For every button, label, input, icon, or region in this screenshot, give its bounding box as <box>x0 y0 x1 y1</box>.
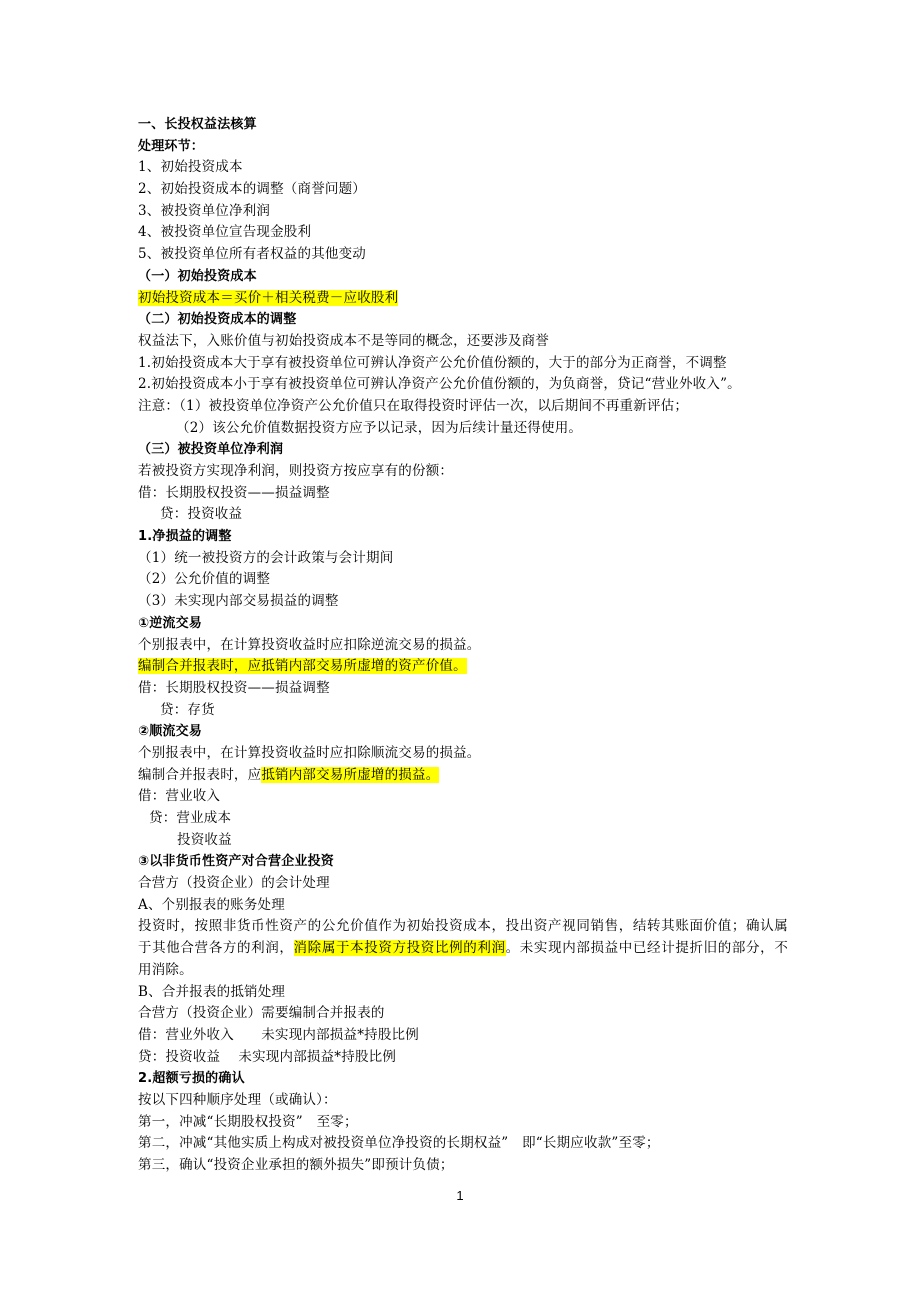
text-line <box>138 743 788 765</box>
text-line <box>138 765 788 787</box>
text-line <box>138 157 788 179</box>
highlighted-text: 编制合并报表时，应抵销内部交易所虚增的资产价值。 <box>138 658 467 675</box>
text-line <box>138 418 788 440</box>
text-segment: 若被投资方实现净利润，则投资方按应享有的份额： <box>138 463 454 479</box>
text-line <box>138 1155 788 1177</box>
text-segment: 于其他合营各方的利润， <box>138 940 294 957</box>
text-line <box>138 656 788 678</box>
text-segment: （3）未实现内部交易损益的调整 <box>138 593 339 610</box>
text-segment: 权益法下，入账价值与初始投资成本不是等同的概念，还要涉及商誉 <box>138 332 549 349</box>
text-segment: 1.初始投资成本大于享有被投资单位可辨认净资产公允价值份额的，大于的部分为正商誉，不调整 <box>138 354 727 371</box>
text-segment: （三）被投资单位净利润 <box>138 442 284 458</box>
text-line <box>138 374 788 396</box>
text-segment: 。未实现内部损益中已经计提折旧的部分，不 <box>505 940 789 957</box>
text-segment: 第三，确认“投资企业承担的额外损失”即预计负债； <box>138 1157 454 1173</box>
text-segment: （2）公允价值的调整 <box>138 571 271 588</box>
text-line <box>138 483 788 505</box>
text-line <box>138 1090 788 1112</box>
text-segment: 贷：投资收益 <box>160 506 243 523</box>
text-segment: 一、长投权益法核算 <box>138 117 257 132</box>
text-segment: （二）初始投资成本的调整 <box>138 312 297 328</box>
heading-line <box>138 851 788 873</box>
text-segment: ③以非货币性资产对合营企业投资 <box>138 854 335 870</box>
text-segment: 贷：投资收益 未实现内部损益*持股比例 <box>138 1048 397 1065</box>
heading-line <box>138 526 788 548</box>
text-line <box>138 938 788 960</box>
text-line <box>138 808 788 830</box>
heading-line <box>138 613 788 635</box>
text-line <box>138 548 788 570</box>
text-line <box>138 678 788 700</box>
text-segment: ①逆流交易 <box>138 615 203 631</box>
heading-line <box>138 266 788 288</box>
text-line <box>138 244 788 266</box>
text-segment: 注意：（1）被投资单位净资产公允价值只在取得投资时评估一次，以后期间不再重新评估； <box>138 397 689 414</box>
text-segment: A、个别报表的账务处理 <box>138 896 285 913</box>
text-line <box>138 222 788 244</box>
text-segment: 第二，冲减“其他实质上构成对被投资单位净投资的长期权益” 即“长期应收款”至零； <box>138 1135 660 1152</box>
text-segment: 个别报表中，在计算投资收益时应扣除顺流交易的损益。 <box>138 744 481 761</box>
heading-line <box>138 721 788 743</box>
text-segment: 用消除。 <box>138 961 193 978</box>
text-line <box>138 786 788 808</box>
page-number: 1 <box>456 1188 464 1203</box>
text-segment: （一）初始投资成本 <box>138 268 257 284</box>
text-line <box>138 288 788 310</box>
text-segment: 5、被投资单位所有者权益的其他变动 <box>138 246 366 263</box>
text-segment: 3、被投资单位净利润 <box>138 202 271 219</box>
text-line <box>138 873 788 895</box>
text-segment: 合营方（投资企业）的会计处理 <box>138 875 330 892</box>
text-line <box>138 591 788 613</box>
highlighted-text: 抵销内部交易所虚增的损益。 <box>261 766 440 783</box>
text-line <box>138 504 788 526</box>
text-line <box>138 1003 788 1025</box>
text-line <box>138 396 788 418</box>
text-segment: 借：营业收入 <box>138 788 221 805</box>
text-line <box>138 830 788 852</box>
text-line <box>138 916 788 938</box>
text-line <box>138 982 788 1004</box>
text-line <box>138 1047 788 1069</box>
text-segment: 投资时，按照非货币性资产的公允价值作为初始投资成本，投出资产视同销售，结转其账面价值；确认属 <box>138 918 788 935</box>
text-segment: 1.净损益的调整 <box>138 529 232 545</box>
heading-line <box>138 114 788 136</box>
document-body <box>138 114 788 1177</box>
text-segment: B、合并报表的抵销处理 <box>138 983 286 1000</box>
heading-line <box>138 439 788 461</box>
text-segment: （2）该公允价值数据投资方应予以记录，因为后续计量还得使用。 <box>176 419 583 436</box>
highlighted-text: 消除属于本投资方投资比例的利润 <box>293 940 506 957</box>
text-line <box>138 179 788 201</box>
text-segment: 个别报表中，在计算投资收益时应扣除逆流交易的损益。 <box>138 636 481 653</box>
text-segment: ②顺流交易 <box>138 724 203 740</box>
text-segment: 1、初始投资成本 <box>138 159 243 176</box>
text-segment: （1）统一被投资方的会计政策与会计期间 <box>138 549 394 566</box>
highlighted-text: 初始投资成本＝买价＋相关税费－应收股利 <box>138 289 399 306</box>
text-segment: 编制合并报表时，应 <box>138 766 262 783</box>
text-line <box>138 569 788 591</box>
text-segment: 合营方（投资企业）需要编制合并报表的 <box>138 1005 385 1022</box>
text-line <box>138 635 788 657</box>
text-segment: 第一，冲减“长期股权投资” 至零； <box>138 1113 358 1130</box>
text-segment: 处理环节： <box>138 138 205 154</box>
text-segment: 2.初始投资成本小于享有被投资单位可辨认净资产公允价值份额的，为负商誉，贷记“营业外收入”。 <box>138 376 741 393</box>
text-line <box>138 331 788 353</box>
text-line <box>138 1112 788 1134</box>
text-segment: 2.超额亏损的确认 <box>138 1071 245 1087</box>
text-line <box>138 201 788 223</box>
text-segment: 贷：存货 <box>160 701 215 718</box>
text-segment: 借：长期股权投资——损益调整 <box>138 679 330 696</box>
text-line <box>138 1133 788 1155</box>
text-line <box>138 960 788 982</box>
text-line <box>138 1025 788 1047</box>
heading-line <box>138 309 788 331</box>
text-line <box>138 700 788 722</box>
heading-line <box>138 136 788 158</box>
text-segment: 4、被投资单位宣告现金股利 <box>138 224 312 241</box>
text-line <box>138 895 788 917</box>
text-segment: 投资收益 <box>177 831 232 848</box>
text-segment: 贷：营业成本 <box>149 810 232 826</box>
text-segment: 借：长期股权投资——损益调整 <box>138 484 330 501</box>
text-segment: 2、初始投资成本的调整（商誉问题） <box>138 181 366 198</box>
text-segment: 按以下四种顺序处理（或确认）： <box>138 1091 337 1108</box>
heading-line <box>138 1068 788 1090</box>
text-line <box>138 461 788 483</box>
text-segment: 借：营业外收入 未实现内部损益*持股比例 <box>138 1026 419 1043</box>
text-line <box>138 353 788 375</box>
